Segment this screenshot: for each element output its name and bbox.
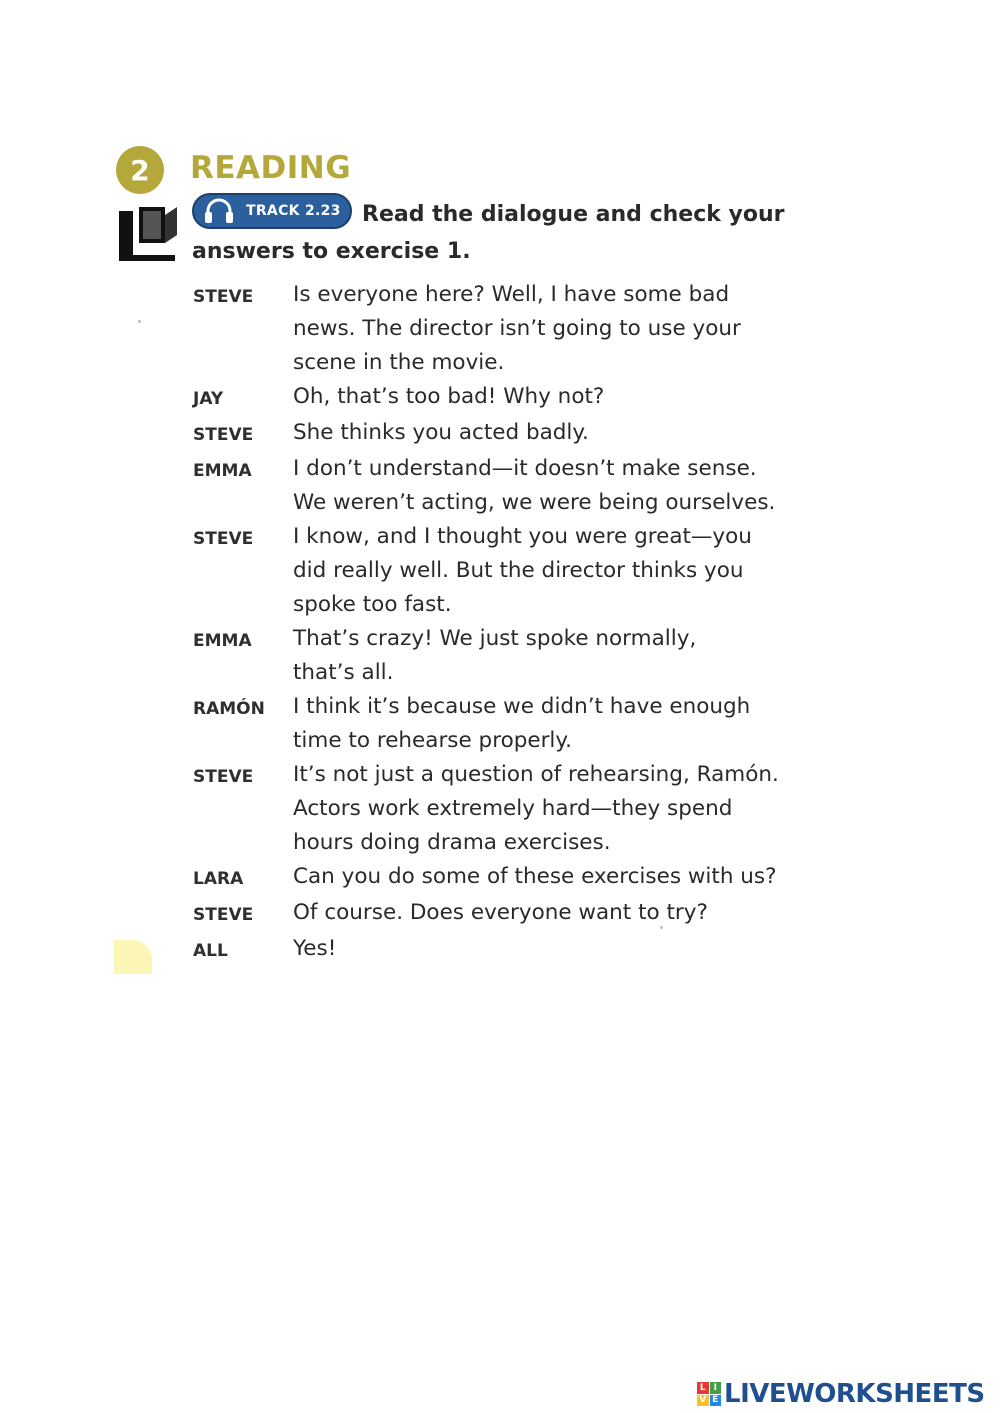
- spoken-text: Oh, that’s too bad! Why not?: [293, 384, 605, 409]
- spoken-text: That’s crazy! We just spoke normally, that’s all.: [293, 626, 697, 685]
- student-book-icon: [115, 205, 181, 265]
- logo-square: L: [697, 1382, 709, 1394]
- spoken-text: I don’t understand—it doesn’t make sense. We weren’t acting, we were being ourselves.: [293, 456, 776, 515]
- dialogue-line: [193, 622, 853, 690]
- spoken-text: Of course. Does everyone want to try?: [293, 900, 708, 925]
- spoken-text: Can you do some of these exercises with us?: [293, 864, 777, 889]
- spoken-text: She thinks you acted badly.: [293, 420, 589, 445]
- speaker-name: JAY: [193, 389, 224, 409]
- dialogue-line: [193, 520, 853, 622]
- exercise-instruction: Read the dialogue and check your answers to exercise 1.: [192, 202, 785, 264]
- speaker-name: STEVE: [193, 905, 254, 925]
- dialogue-line: [193, 380, 853, 416]
- spoken-text: Is everyone here? Well, I have some bad news. The director isn’t going to use your scene in the movie.: [293, 282, 741, 375]
- scan-speck: [660, 926, 663, 929]
- section-title: READING: [190, 150, 352, 186]
- dialogue-line: [193, 416, 853, 452]
- speaker-name: STEVE: [193, 425, 254, 445]
- section-number-badge: 2: [116, 146, 164, 194]
- dialogue-line: [193, 896, 853, 932]
- dialogue-line: [193, 860, 853, 896]
- speaker-name: ALL: [193, 941, 228, 961]
- dialogue-line: [193, 932, 853, 968]
- speaker-name: STEVE: [193, 767, 254, 787]
- speaker-name: RAMÓN: [193, 699, 265, 719]
- scan-speck: [138, 320, 141, 323]
- speaker-name: EMMA: [193, 461, 252, 481]
- spoken-text: I know, and I thought you were great—you did really well. But the director thinks you spoke too fast.: [293, 524, 752, 617]
- track-label: TRACK 2.23: [246, 203, 341, 219]
- liveworksheets-wordmark: LIVEWORKSHEETS: [724, 1379, 985, 1409]
- audio-track-button[interactable]: [192, 193, 352, 229]
- dialogue-line: [193, 452, 853, 520]
- liveworksheets-logo-icon: [697, 1382, 721, 1406]
- spoken-text: It’s not just a question of rehearsing, Ramón. Actors work extremely hard—they spend hours doing drama exercises.: [293, 762, 779, 855]
- dialogue-line: [193, 690, 853, 758]
- logo-square: V: [697, 1395, 709, 1407]
- page-corner-tab: [114, 940, 152, 974]
- speaker-name: STEVE: [193, 529, 254, 549]
- dialogue-line: [193, 278, 853, 380]
- logo-square: E: [710, 1395, 722, 1407]
- speaker-name: EMMA: [193, 631, 252, 651]
- liveworksheets-logo: [697, 1376, 985, 1412]
- speaker-name: LARA: [193, 869, 244, 889]
- spoken-text: I think it’s because we didn’t have enough time to rehearse properly.: [293, 694, 751, 753]
- dialogue: [193, 278, 853, 968]
- headphones-icon: [204, 198, 234, 224]
- spoken-text: Yes!: [293, 936, 337, 961]
- logo-square: I: [710, 1382, 722, 1394]
- speaker-name: STEVE: [193, 287, 254, 307]
- dialogue-line: [193, 758, 853, 860]
